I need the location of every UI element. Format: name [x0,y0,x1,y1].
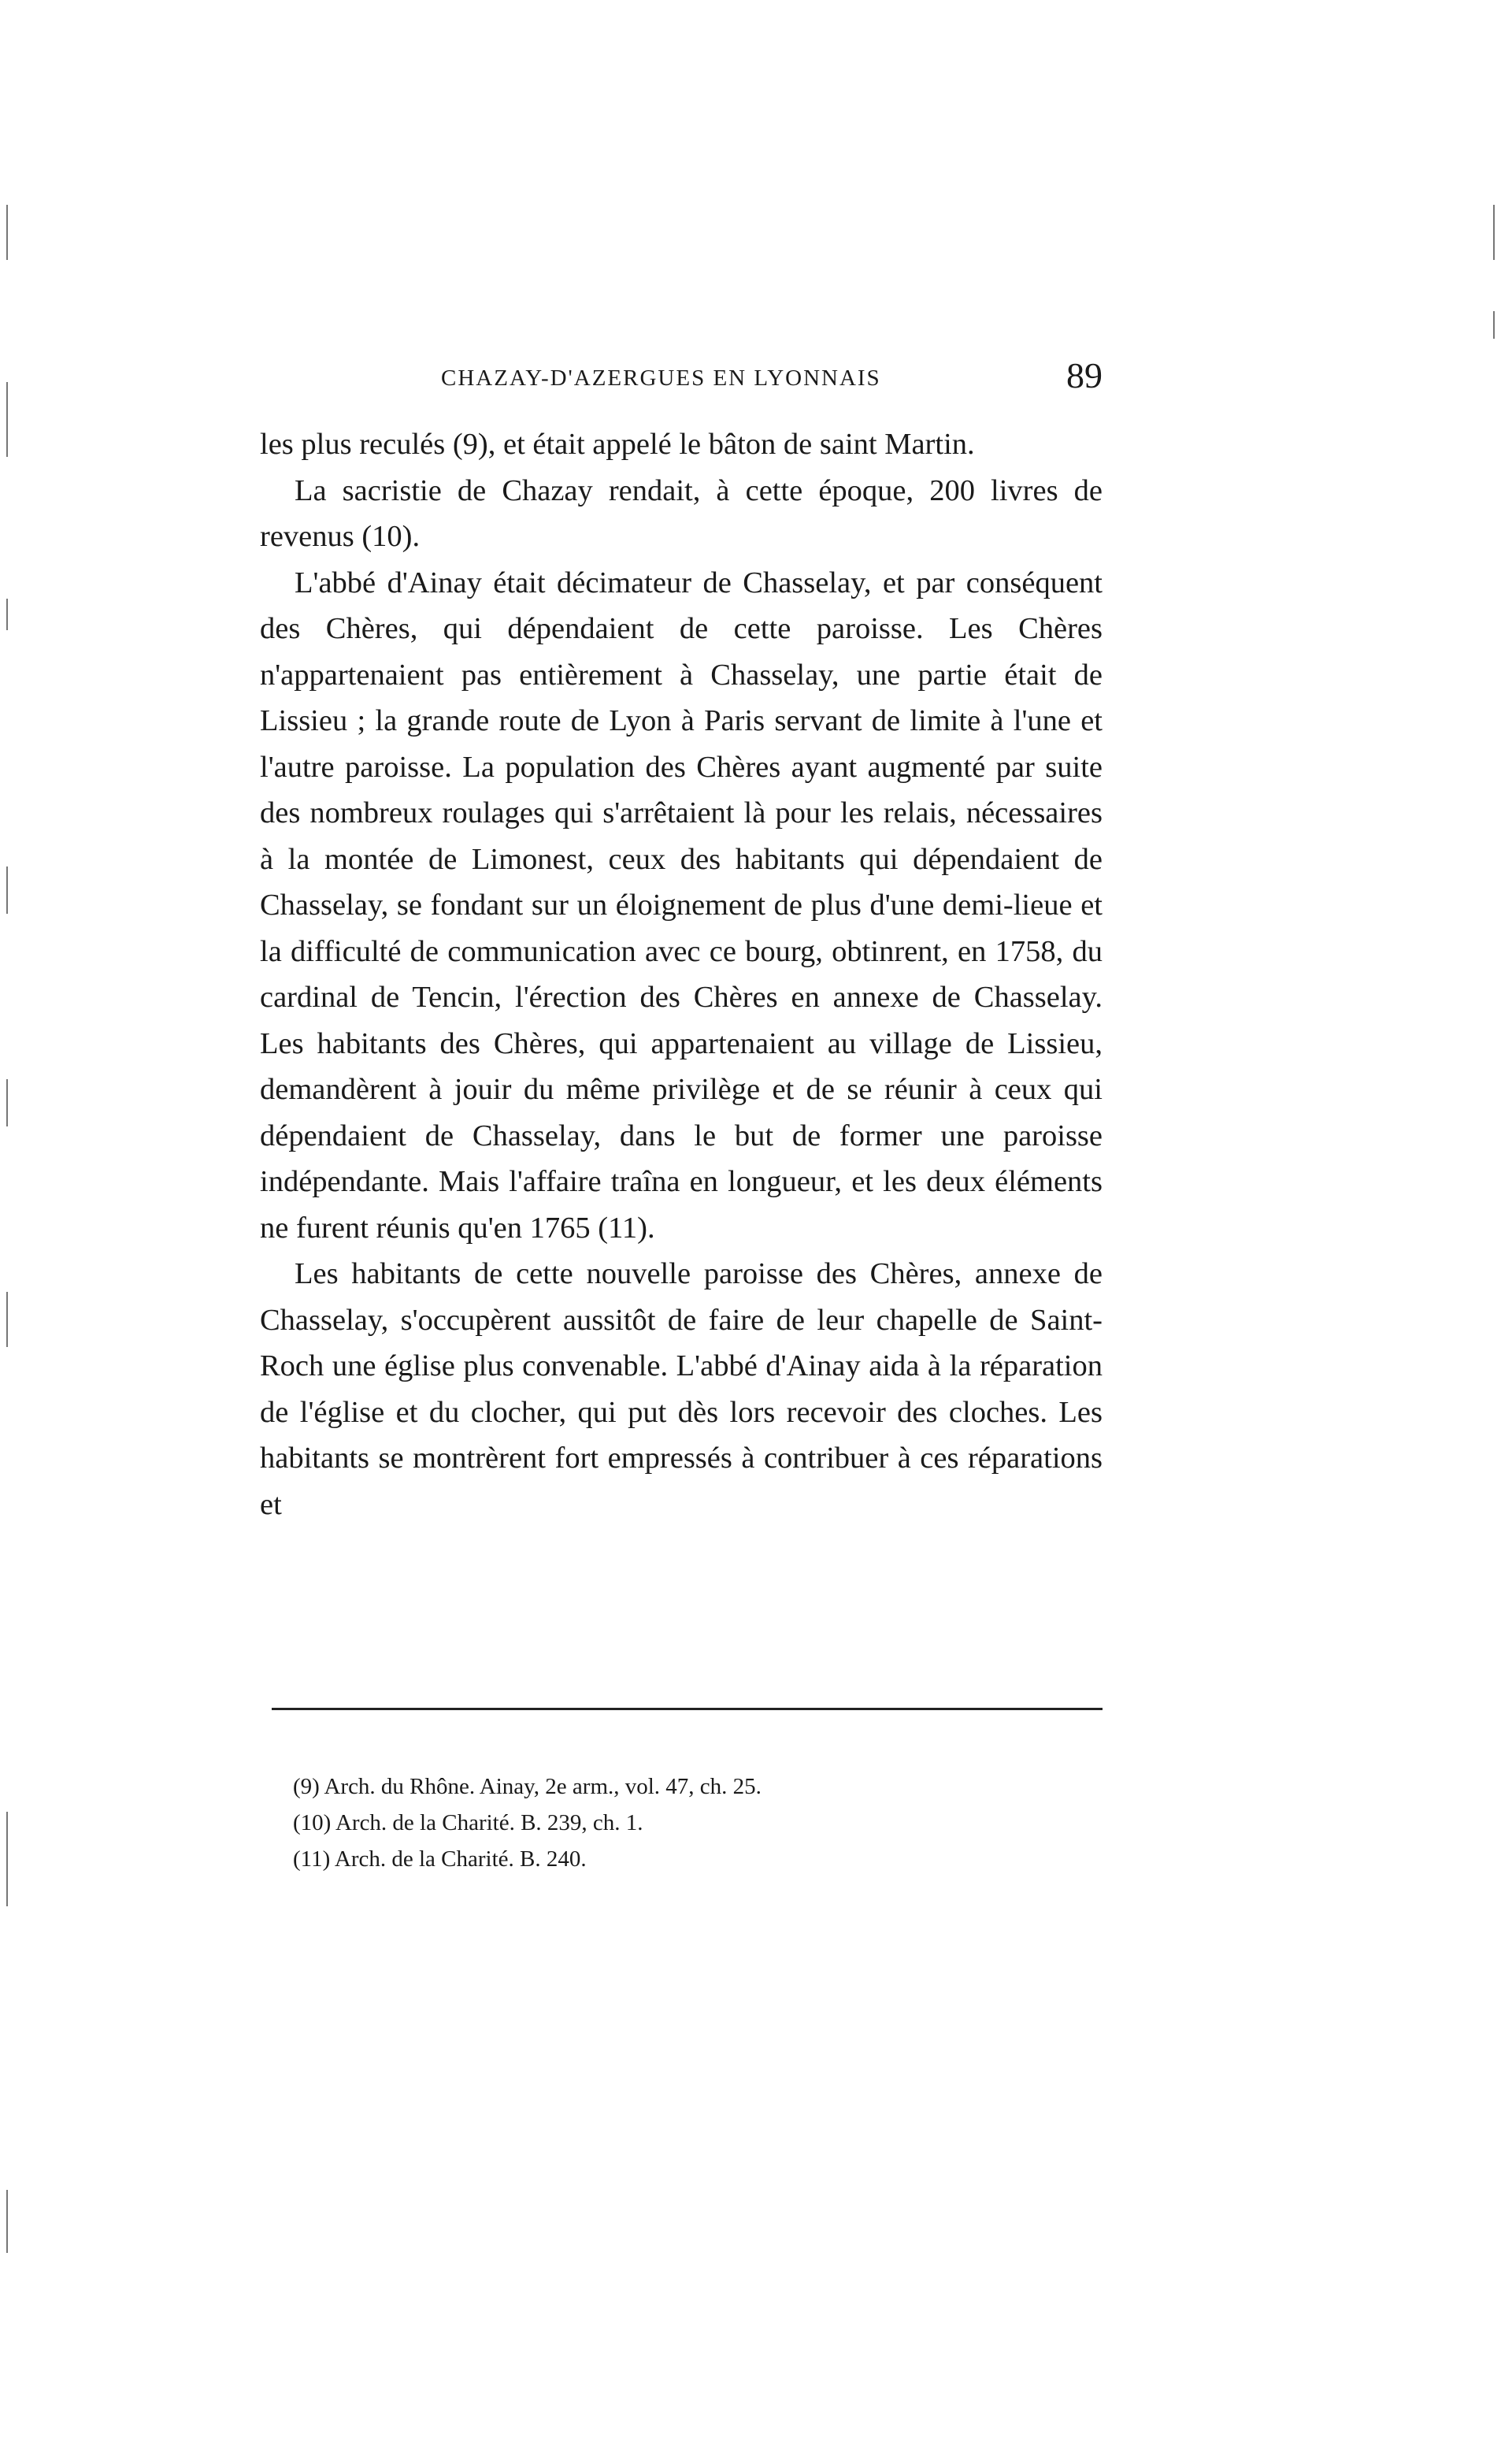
scan-edge-line [6,599,8,630]
footnote: (11) Arch. de la Charité. B. 240. [293,1846,587,1872]
running-title: CHAZAY-D'AZERGUES EN LYONNAIS [441,366,881,391]
footnote: (10) Arch. de la Charité. B. 239, ch. 1. [293,1810,643,1835]
scan-edge-line [6,2190,8,2253]
footnotes [293,1768,1104,1877]
scan-edge-line [6,382,8,457]
footnote-separator [272,1708,1103,1710]
scan-edge-line [6,866,8,914]
paragraph: L'abbé d'Ainay était décimateur de Chasselay, et par conséquent des Chères, qui dépendaient de cette paroisse. Les Chères n'appartenaient pas entièrement à Chasselay, une partie était de Lissieu ; la grande route de Lyon à Paris servant de limite à l'une et l'autre paroisse. La population des Chères ayant augmenté par suite des nombreux roulages qui s'arrêtaient là pour les relais, nécessaires à la montée de Limonest, ceux des habitants qui dépendaient de Chasselay, se fondant sur un éloignement de plus d'une demi-lieue et la difficulté de communication avec ce bourg, obtinrent, en 1758, du cardinal de Tencin, l'érection des Chères en annexe de Chasselay. Les habitants des Chères, qui appartenaient au village de Lissieu, demandèrent à jouir du même privilège et de se réunir à ceux qui dépendaient de Chasselay, dans le but de former une paroisse indépendante. Mais l'affaire traîna en longueur, et les deux éléments ne furent réunis qu'en 1765 (11). [260,566,1103,1245]
scan-edge-line [1493,205,1495,260]
scan-edge-line [6,1079,8,1126]
paragraph: les plus reculés (9), et était appelé le bâton de saint Martin. [260,428,975,461]
paragraph: Les habitants de cette nouvelle paroisse des Chères, annexe de Chasselay, s'occupèrent aussitôt de faire de leur chapelle de Saint-Roch une église plus convenable. L'abbé d'Ainay aida à la réparation de l'église et du clocher, qui put dès lors recevoir des cloches. Les habitants se montrèrent fort empressés à contribuer à ces réparations et [260,1257,1103,1521]
page-number: 89 [1066,355,1103,395]
scan-edge-line [6,1292,8,1347]
paragraph: La sacristie de Chazay rendait, à cette époque, 200 livres de revenus (10). [260,473,1103,553]
footnote: (9) Arch. du Rhône. Ainay, 2e arm., vol. 47, ch. 25. [293,1774,762,1799]
scan-edge-line [1493,311,1495,339]
scan-edge-line [6,1812,8,1906]
page-header [260,354,1103,402]
body-text [260,421,1103,1527]
scan-edge-line [6,205,8,260]
